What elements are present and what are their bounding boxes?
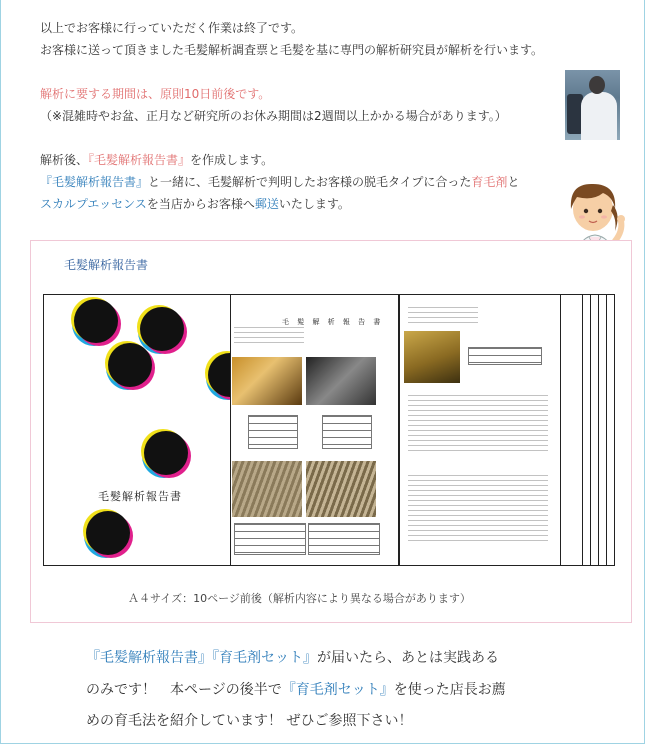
text: が届いたら、あとは実践ある [317, 650, 499, 666]
researcher-head [589, 76, 605, 94]
data-table [234, 523, 306, 555]
cover-dot [86, 511, 130, 555]
cover-dot [108, 343, 152, 387]
text: を使った店長お薦 [393, 682, 506, 698]
report-name: 『毛髪解析報告書』 [88, 153, 191, 167]
panel-title: 毛髪解析報告書 [64, 258, 149, 272]
cover-dot [140, 307, 184, 351]
text: を当店からお客様へ [146, 197, 255, 211]
page-text [234, 327, 304, 343]
lab-coat [581, 92, 617, 140]
cover-dot [144, 431, 188, 475]
cover-dot [74, 299, 118, 343]
text: のみです！ 本ページの後半で [86, 682, 282, 698]
report-page-3 [399, 294, 561, 566]
period-line-2: （※混雑時やお盆、正月など研究所のお休み期間は2週間以上かかる場合があります。） [40, 109, 507, 123]
page-text [408, 307, 478, 327]
report-page-2 [229, 294, 399, 566]
text: を作成します。 [190, 153, 274, 167]
closing-line-3: めの育毛法を紹介しています！ ぜひご参照下さい！ [86, 713, 413, 729]
cuticle-image [306, 461, 376, 517]
data-table [468, 347, 542, 365]
hair-tonic: 育毛剤 [471, 175, 508, 189]
product-names: 『毛髪解析報告書』『育毛剤セット』 [86, 650, 317, 666]
hair-image [306, 357, 376, 405]
report-name: 『毛髪解析報告書』 [40, 175, 149, 189]
cuticle-image [232, 461, 302, 517]
data-table [248, 415, 298, 449]
cover-title: 毛髪解析報告書 [98, 490, 182, 503]
closing-line-2 [86, 680, 506, 700]
hair-image [232, 357, 302, 405]
intro-line-2: お客様に送って頂きました毛髪解析調査票と毛髪を基に専門の解析研究員が解析を行います。 [40, 43, 544, 57]
hair-image [404, 331, 460, 383]
text: 解析後、 [40, 153, 89, 167]
report-info-line-2 [40, 172, 519, 192]
text: いたします。 [278, 197, 350, 211]
report-caption: Ａ４サイズ：10ページ前後（解析内容により異なる場合があります） [128, 592, 471, 605]
cover-dot [208, 353, 231, 397]
scalp-essence: スカルプエッセンス [40, 197, 147, 211]
text: と一緒に、毛髪解析で判明したお客様の脱毛タイプに合った [148, 175, 472, 189]
page-text [408, 395, 548, 455]
doc-title: 毛 髪 解 析 報 告 書 [282, 318, 384, 326]
data-table [308, 523, 380, 555]
report-info-line-1 [40, 150, 273, 170]
report-info-line-3 [40, 194, 350, 214]
report-cover-page [43, 294, 231, 566]
intro-line-1: 以上でお客様に行っていただく作業は終了です。 [40, 21, 304, 35]
closing-line-1 [86, 648, 499, 668]
text: と [507, 175, 520, 189]
mail-delivery: 郵送 [254, 197, 279, 211]
product-name: 『育毛剤セット』 [281, 682, 394, 698]
page-text [408, 475, 548, 545]
researcher-photo [565, 70, 620, 140]
period-line-1: 解析に要する期間は、原則10日前後です。 [40, 87, 271, 101]
data-table [322, 415, 372, 449]
